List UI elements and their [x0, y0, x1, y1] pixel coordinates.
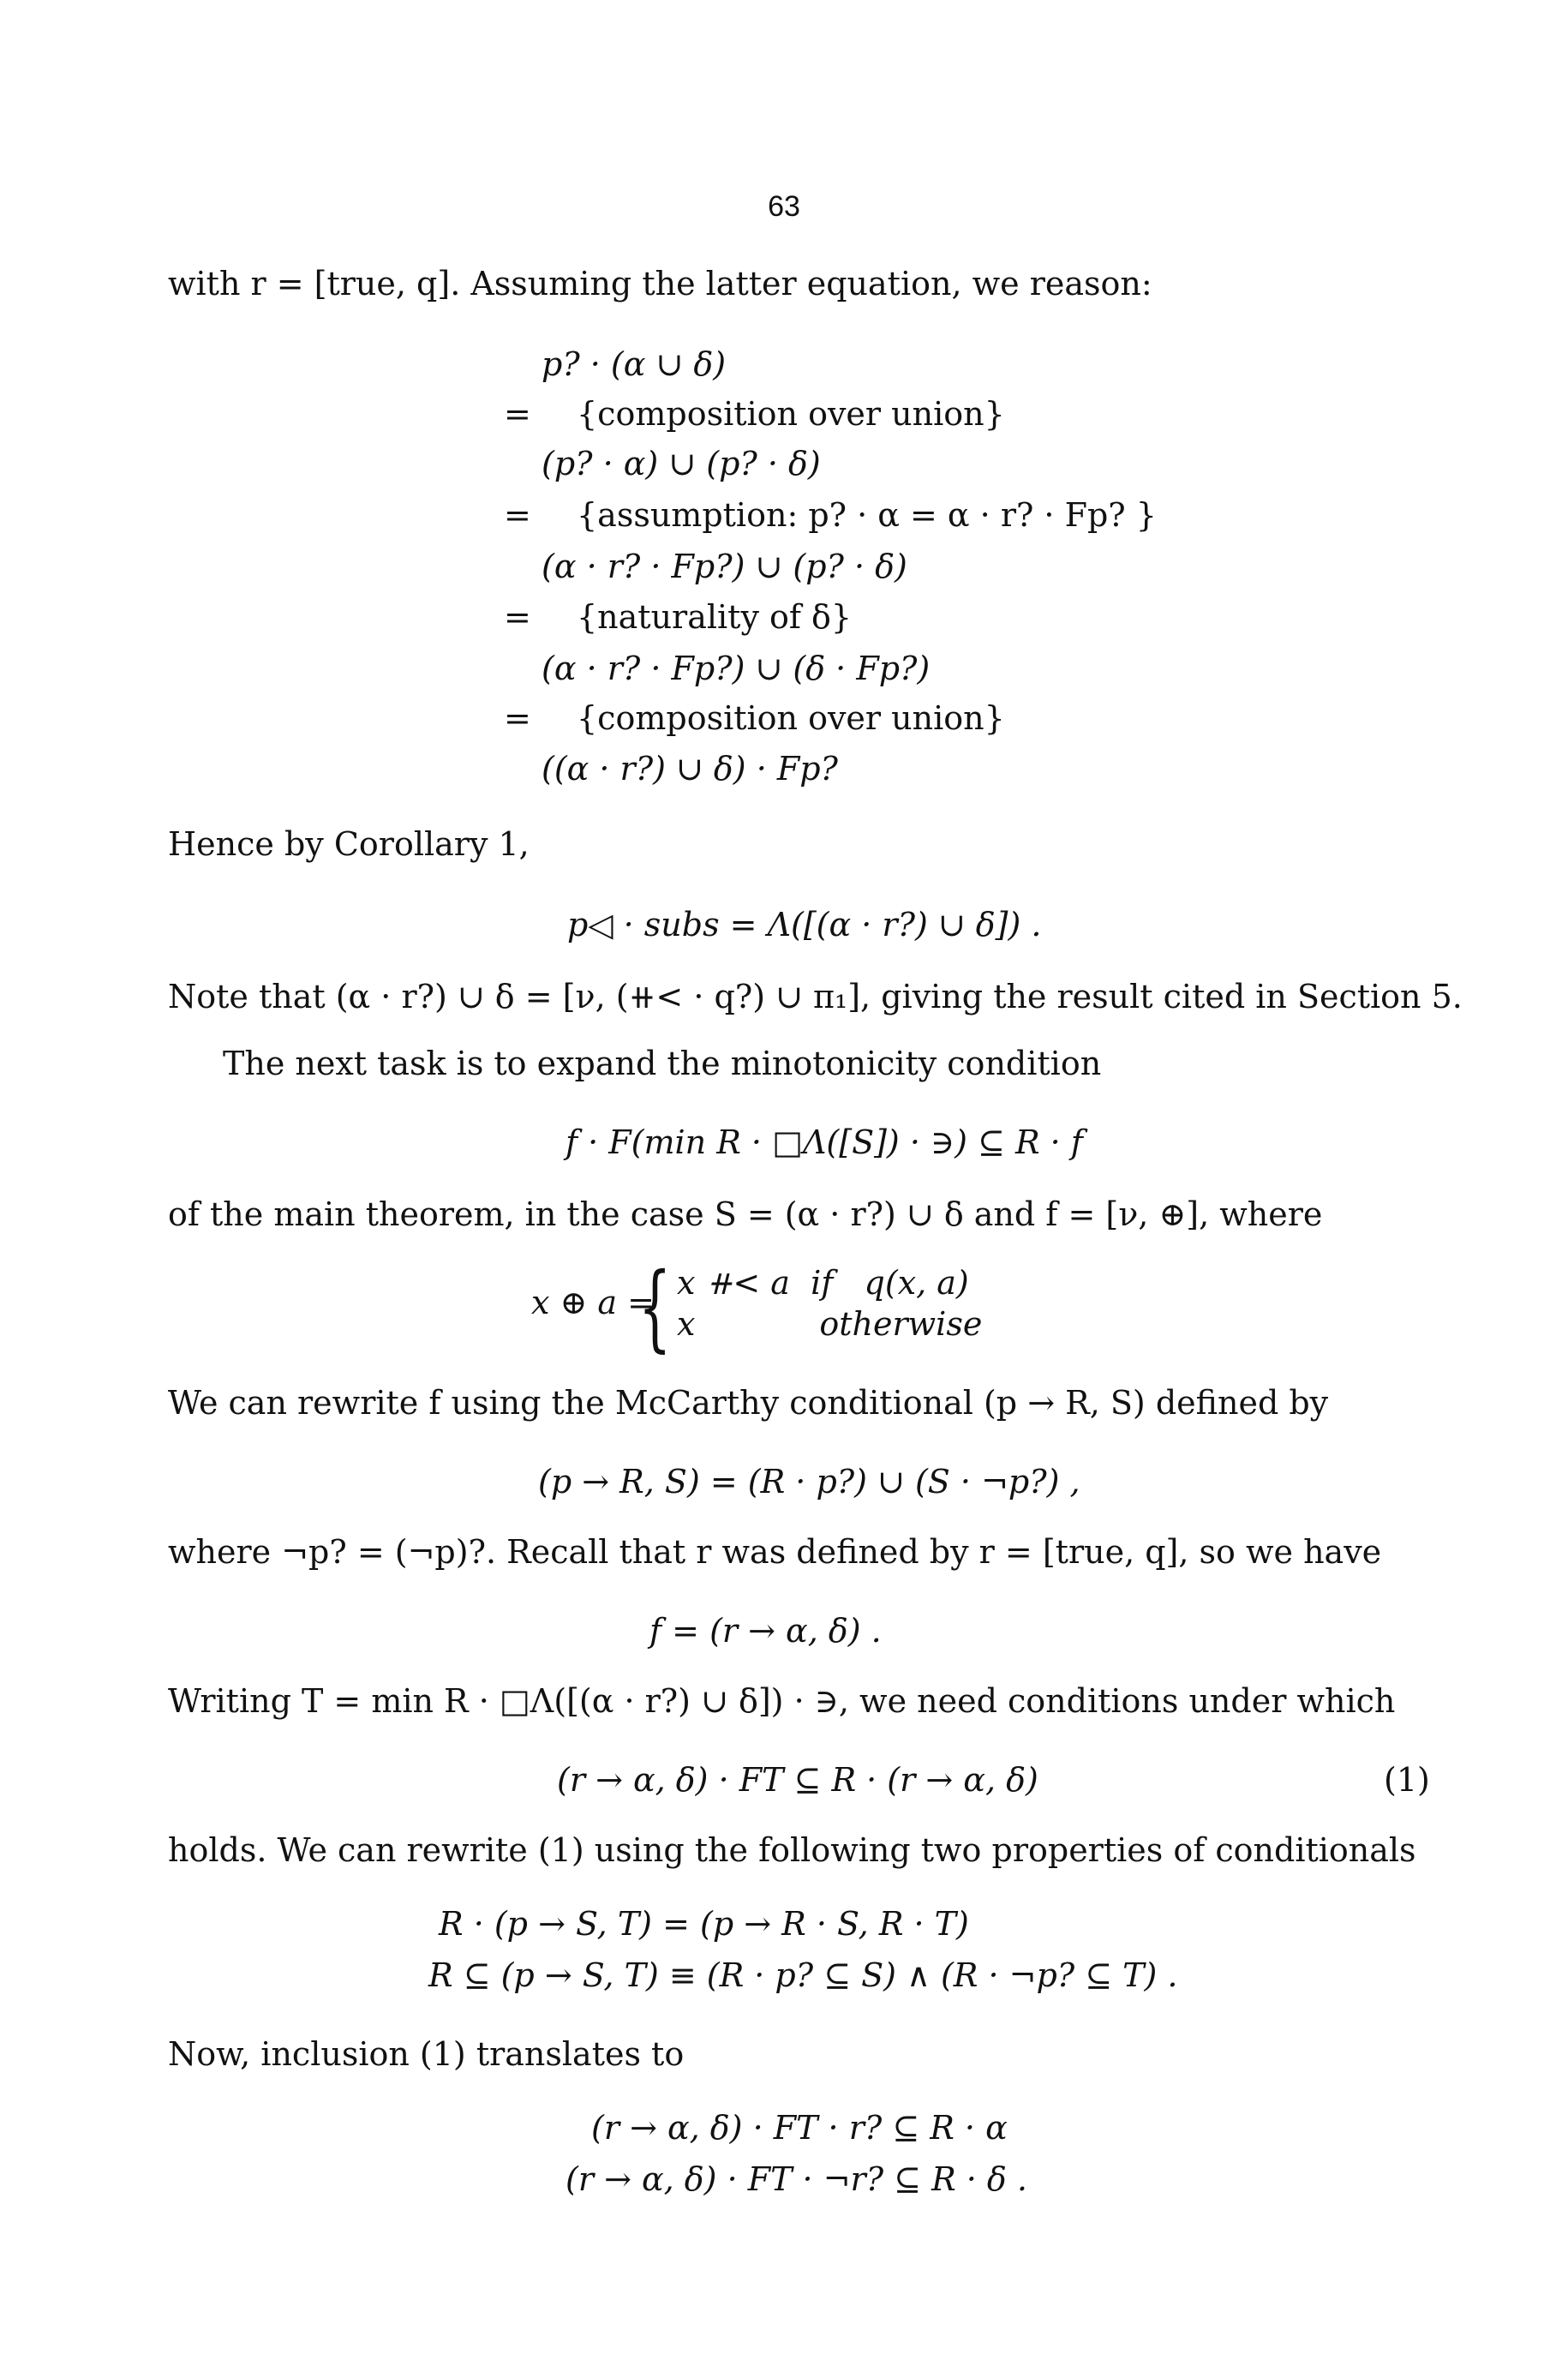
- left-brace: {: [638, 1252, 672, 1362]
- derivation-step-4: (α · r? · Fp?) ∪ (δ · Fp?): [542, 650, 931, 687]
- writing-T-line: Writing T = min R · □Λ([(α · r?) ∪ δ]) · ∋, we need conditions under which: [168, 1682, 1396, 1720]
- derivation-step-5: ((α · r?) ∪ δ) · Fp?: [542, 750, 838, 788]
- derivation-hint-4: {composition over union}: [577, 699, 1005, 737]
- derivation-hint-2: {assumption: p? · α = α · r? · Fp? }: [577, 496, 1157, 534]
- now-line: Now, inclusion (1) translates to: [168, 2035, 685, 2073]
- case-2: x otherwise: [677, 1305, 983, 1343]
- derivation-hint-1: {composition over union}: [577, 395, 1005, 433]
- property-1: R · (p → S, T) = (p → R · S, R · T): [439, 1905, 969, 1943]
- rewrite-f-line: We can rewrite f using the McCarthy conditional (p → R, S) defined by: [168, 1384, 1329, 1422]
- derivation-step-1: p? · (α ∪ δ): [542, 345, 727, 383]
- eq-sign: =: [504, 496, 531, 534]
- oplus-lhs: x ⊕ a =: [531, 1284, 655, 1321]
- translation-1: (r → α, δ) · FT · r? ⊆ R · α: [591, 2109, 1008, 2147]
- derivation-step-3: (α · r? · Fp?) ∪ (p? · δ): [542, 548, 907, 585]
- eq-sign: =: [504, 598, 531, 636]
- mccarthy-definition: (p → R, S) = (R · p?) ∪ (S · ¬p?) ,: [538, 1463, 1080, 1500]
- note-line: Note that (α · r?) ∪ δ = [ν, (⧺< · q?) ∪ π₁], giving the result cited in Section 5.: [168, 978, 1463, 1015]
- intro-line: with r = [true, q]. Assuming the latter equation, we reason:: [168, 265, 1152, 302]
- equation-1: (r → α, δ) · FT ⊆ R · (r → α, δ): [557, 1761, 1038, 1799]
- derivation-step-2: (p? · α) ∪ (p? · δ): [542, 445, 821, 482]
- f-definition: f = (r → α, δ) .: [649, 1612, 882, 1650]
- property-2: R ⊆ (p → S, T) ≡ (R · p? ⊆ S) ∧ (R · ¬p? ⊆ T) .: [428, 1956, 1178, 1994]
- derivation-hint-3: {naturality of δ}: [577, 598, 853, 636]
- eq-sign: =: [504, 699, 531, 737]
- eq-sign: =: [504, 395, 531, 433]
- hence-line: Hence by Corollary 1,: [168, 825, 530, 863]
- next-task-line: The next task is to expand the minotonicity condition: [223, 1045, 1102, 1082]
- translation-2: (r → α, δ) · FT · ¬r? ⊆ R · δ .: [566, 2160, 1027, 2198]
- main-theorem-line: of the main theorem, in the case S = (α · r?) ∪ δ and f = [ν, ⊕], where: [168, 1195, 1323, 1233]
- monotonicity-condition: f · F(min R · □Λ([S]) · ∋) ⊆ R · f: [566, 1123, 1083, 1161]
- holds-line: holds. We can rewrite (1) using the following two properties of conditionals: [168, 1831, 1416, 1869]
- equation-number: (1): [1384, 1761, 1430, 1799]
- case-1: x ⧺< a if q(x, a): [677, 1264, 969, 1302]
- subs-equation: p◁ · subs = Λ([(α · r?) ∪ δ]) .: [567, 906, 1042, 943]
- where-neg-line: where ¬p? = (¬p)?. Recall that r was defined by r = [true, q], so we have: [168, 1533, 1382, 1571]
- page-number: 63: [768, 190, 800, 223]
